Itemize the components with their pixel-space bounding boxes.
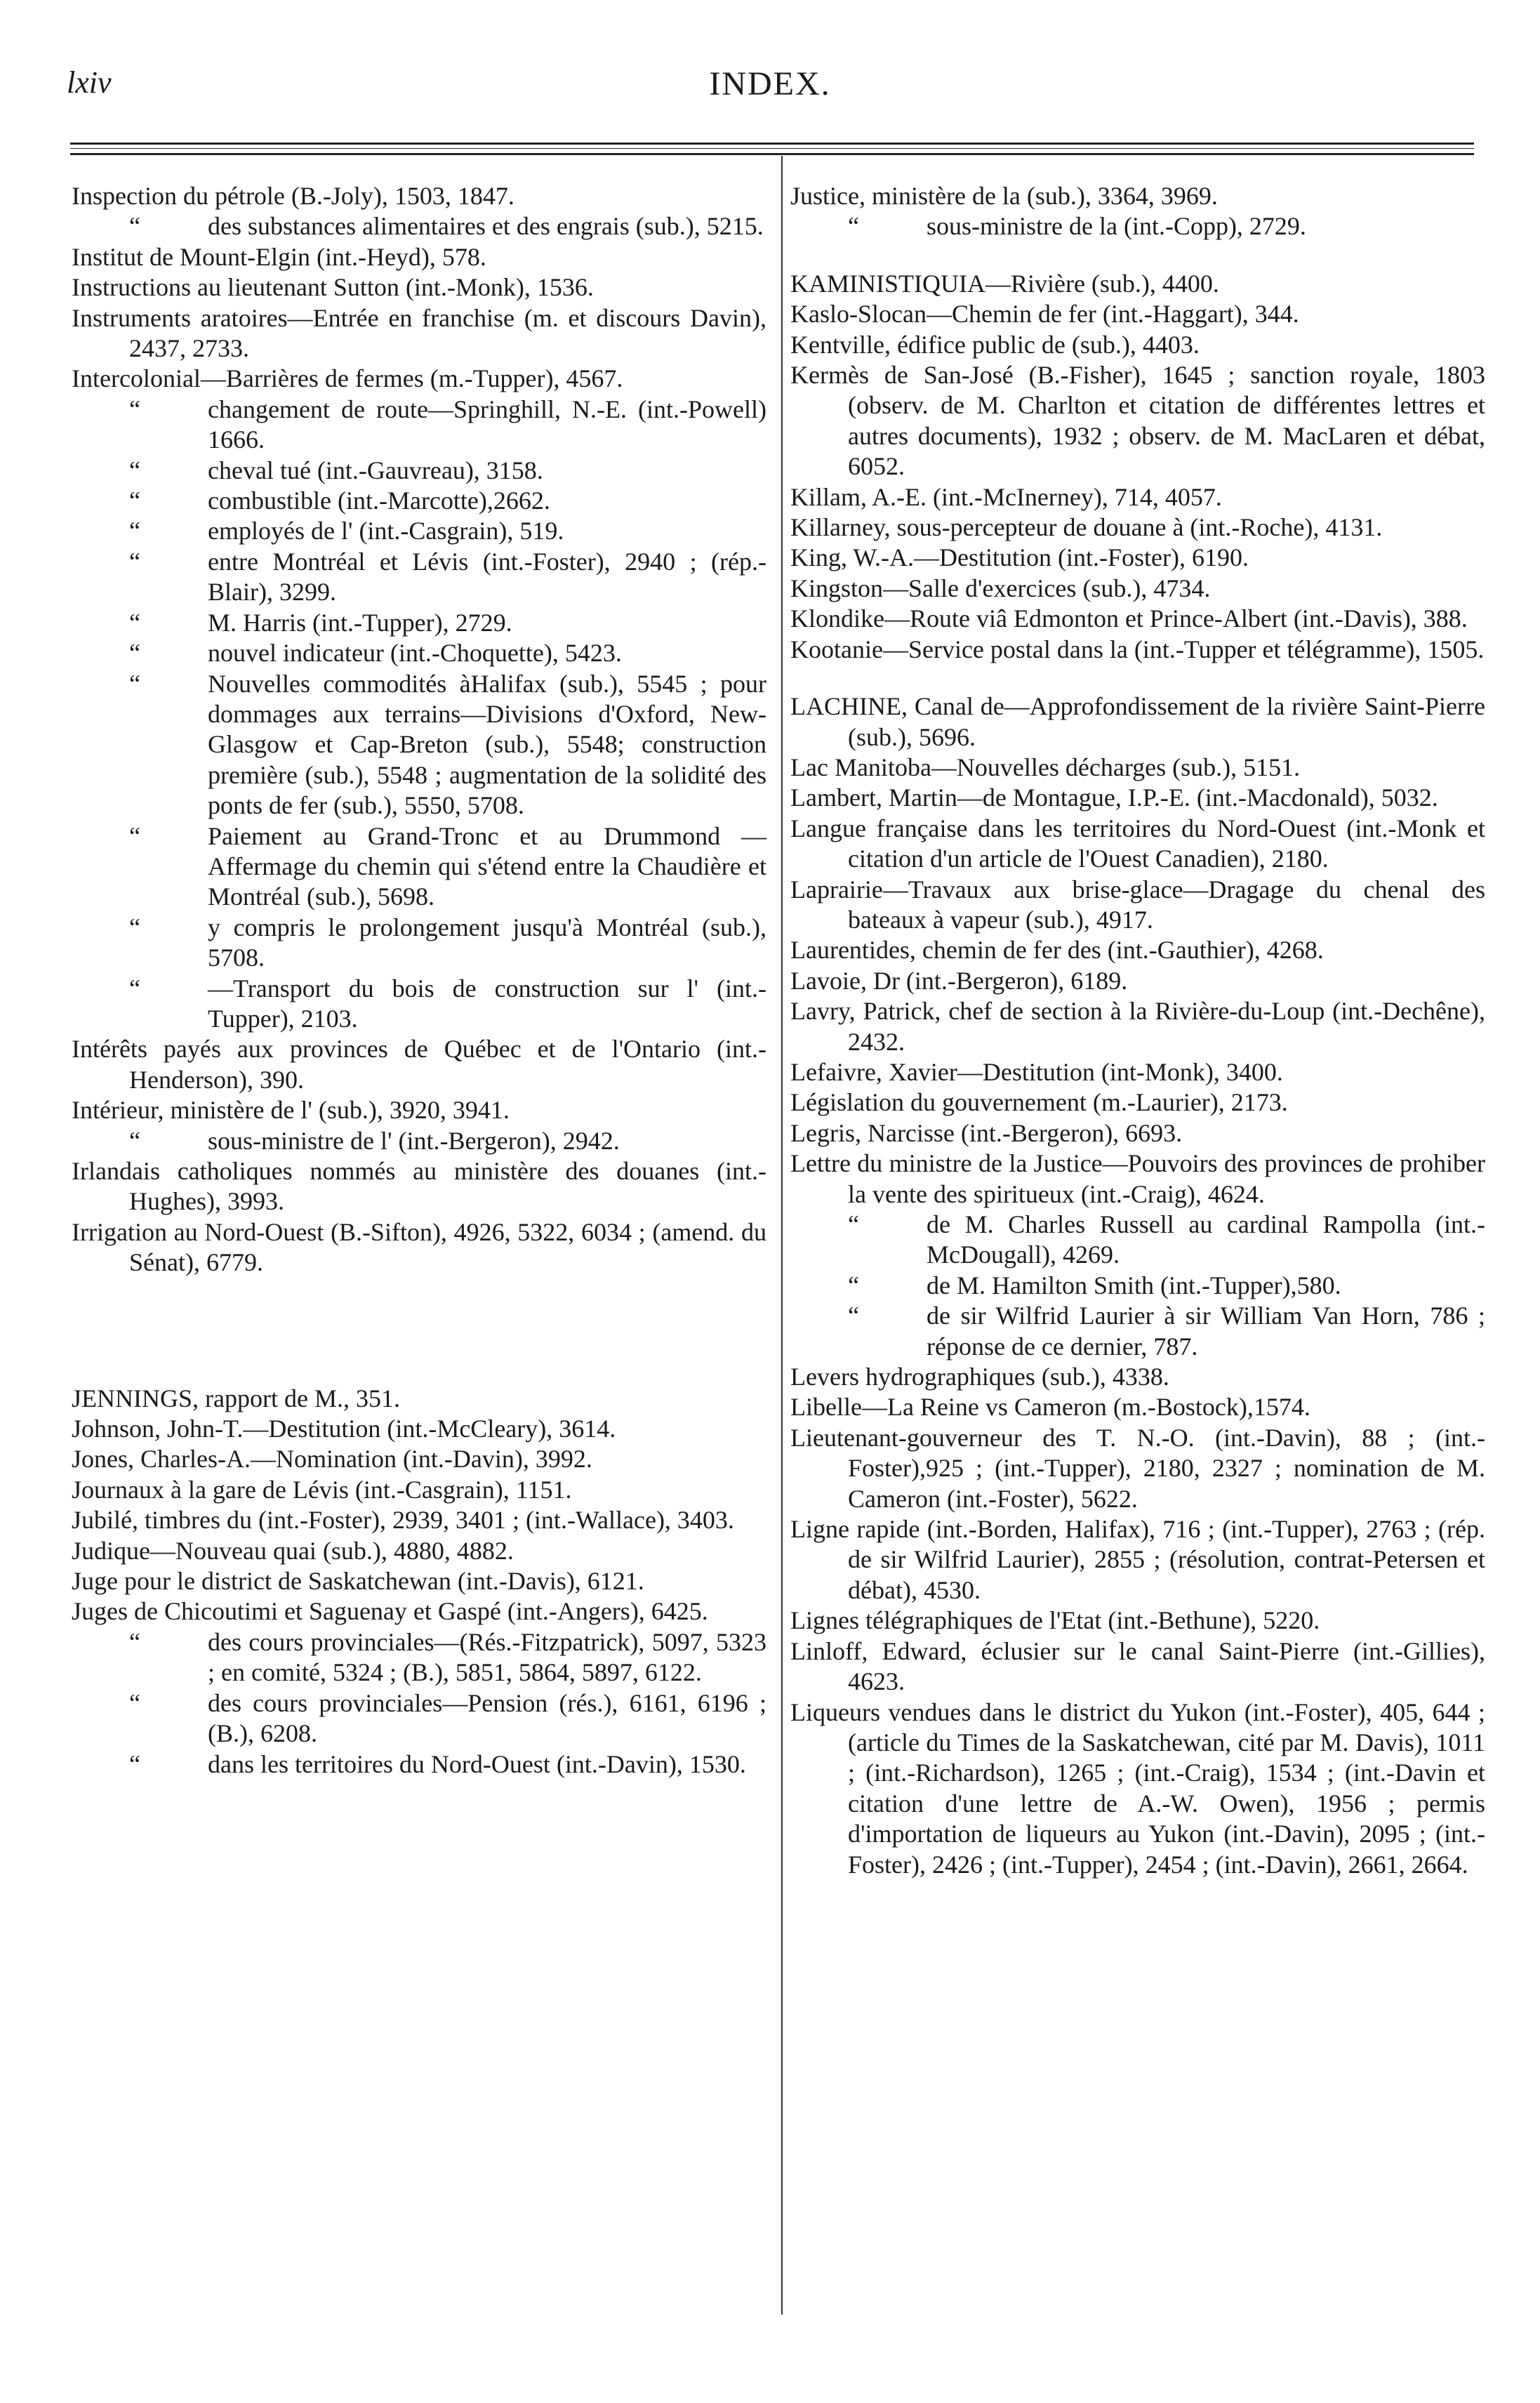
page-number: lxiv xyxy=(67,65,112,100)
index-entry: Lignes télégraphiques de l'Etat (int.-Bethune), 5220. xyxy=(790,1606,1320,1635)
index-subentry xyxy=(72,456,766,486)
index-entry: Législation du gouvernement (m.-Laurier), 2173. xyxy=(790,1088,1288,1117)
index-entry: JENNINGS, rapport de M., 351. xyxy=(72,1384,400,1412)
ditto-mark: “ xyxy=(129,669,140,698)
index-entry: LACHINE, Canal de—Approfondissement de la rivière Saint-Pierre (sub.), 5696. xyxy=(790,692,1485,751)
index-entry: Jones, Charles-A.—Nomination (int.-Davin), 3992. xyxy=(72,1445,592,1474)
index-entry: Libelle—La Reine vs Cameron (m.-Bostock),1574. xyxy=(790,1393,1310,1422)
header-rule xyxy=(70,148,1474,149)
index-entry: Lavoie, Dr (int.-Bergeron), 6189. xyxy=(790,966,1128,995)
index-subentry-text: changement de route—Springhill, N.-E. (int.-Powell) 1666. xyxy=(208,395,766,454)
index-subentry-text: dans les territoires du Nord-Ouest (int.-Davin), 1530. xyxy=(208,1749,746,1778)
ditto-mark: “ xyxy=(129,1126,140,1155)
index-subentry-text: des substances alimentaires et des engrais (sub.), 5215. xyxy=(208,212,764,241)
index-subentry-text: sous-ministre de la (int.-Copp), 2729. xyxy=(927,212,1306,241)
ditto-mark: “ xyxy=(129,1627,140,1656)
index-entry: Jubilé, timbres du (int.-Foster), 2939, 3401 ; (int.-Wallace), 3403. xyxy=(72,1506,734,1535)
index-entry: KAMINISTIQUIA—Rivière (sub.), 4400. xyxy=(790,269,1219,298)
index-entry: Intercolonial—Barrières de fermes (m.-Tupper), 4567. xyxy=(72,364,623,393)
index-entry: Kermès de San-José (B.-Fisher), 1645 ; sanction royale, 1803 (observ. de M. Charlton et citation de différentes lettres et autres documents), 1932 ; observ. de M. MacLaren et débat, 6052. xyxy=(790,361,1485,481)
index-entry: Kingston—Salle d'exercices (sub.), 4734. xyxy=(790,574,1211,602)
index-entry: Judique—Nouveau quai (sub.), 4880, 4882. xyxy=(72,1536,514,1565)
ditto-mark: “ xyxy=(129,1688,140,1717)
index-entry: Institut de Mount-Elgin (int.-Heyd), 578. xyxy=(72,242,486,271)
right-column xyxy=(790,181,1485,1880)
letter-section-gap xyxy=(790,242,1485,269)
index-subentry-text: Nouvelles commodités àHalifax (sub.), 5545 ; pour dommages aux terrains—Divisions d'Oxford, New-Glasgow et Cap-Breton (sub.), 5548; construction première (sub.), 5548 ; augmentation de la solidité des ponts de fer (sub.), 5550, 5708. xyxy=(208,669,766,820)
index-entry: Linloff, Edward, éclusier sur le canal Saint-Pierre (int.-Gillies), 4623. xyxy=(790,1636,1485,1696)
ditto-mark: “ xyxy=(129,974,140,1002)
index-subentry xyxy=(790,1301,1485,1362)
index-entry: Inspection du pétrole (B.-Joly), 1503, 1847. xyxy=(72,182,515,210)
ditto-mark: “ xyxy=(129,456,140,484)
index-entry: Langue française dans les territoires du Nord-Ouest (int.-Monk et citation d'un article de l'Ouest Canadien), 2180. xyxy=(790,814,1485,873)
index-subentry xyxy=(72,1126,766,1156)
index-subentry-text: sous-ministre de l' (int.-Bergeron), 2942. xyxy=(208,1126,620,1155)
index-subentry-text: des cours provinciales—(Rés.-Fitzpatrick), 5097, 5323 ; en comité, 5324 ; (B.), 5851, 5864, 5897, 6122. xyxy=(208,1627,766,1687)
index-subentry xyxy=(72,486,766,516)
letter-section-gap xyxy=(72,1278,766,1384)
index-entry: Laprairie—Travaux aux brise-glace—Dragage du chenal des bateaux à vapeur (sub.), 4917. xyxy=(790,875,1485,934)
ditto-mark: “ xyxy=(848,1210,859,1238)
index-entry: Levers hydrographiques (sub.), 4338. xyxy=(790,1363,1169,1391)
ditto-mark: “ xyxy=(129,1749,140,1778)
index-entry: Laurentides, chemin de fer des (int.-Gauthier), 4268. xyxy=(790,936,1324,965)
ditto-mark: “ xyxy=(129,913,140,941)
index-subentry xyxy=(72,516,766,546)
index-entry: Lambert, Martin—de Montague, I.P.-E. (int.-Macdonald), 5032. xyxy=(790,783,1438,812)
index-entry: Johnson, John-T.—Destitution (int.-McCleary), 3614. xyxy=(72,1415,616,1443)
index-entry: Lefaivre, Xavier—Destitution (int-Monk), 3400. xyxy=(790,1057,1283,1086)
index-subentry-text: y compris le prolongement jusqu'à Montréal (sub.), 5708. xyxy=(208,913,766,972)
ditto-mark: “ xyxy=(129,212,140,241)
index-entry: Lieutenant-gouverneur des T. N.-O. (int.-Davin), 88 ; (int.-Foster),925 ; (int.-Tupper), 2180, 2327 ; nomination de M. Cameron (int.-Foster), 5622. xyxy=(790,1423,1485,1513)
index-subentry xyxy=(72,1627,766,1688)
ditto-mark: “ xyxy=(848,1271,859,1299)
index-subentry xyxy=(72,608,766,638)
header-rule xyxy=(70,153,1474,155)
index-entry: Killarney, sous-percepteur de douane à (int.-Roche), 4131. xyxy=(790,513,1383,542)
index-entry: Lettre du ministre de la Justice—Pouvoirs des provinces de prohiber la vente des spiritueux (int.-Craig), 4624. xyxy=(790,1149,1485,1208)
index-subentry-text: Paiement au Grand-Tronc et au Drummond — Affermage du chemin qui s'étend entre la Chaudière et Montréal (sub.), 5698. xyxy=(208,821,766,911)
ditto-mark: “ xyxy=(129,608,140,637)
index-subentry-text: des cours provinciales—Pension (rés.), 6161, 6196 ; (B.), 6208. xyxy=(208,1688,766,1748)
index-subentry-text: nouvel indicateur (int.-Choquette), 5423. xyxy=(208,639,622,668)
index-subentry-text: entre Montréal et Lévis (int.-Foster), 2940 ; (rép.-Blair), 3299. xyxy=(208,547,766,607)
index-subentry-text: employés de l' (int.-Casgrain), 519. xyxy=(208,517,564,545)
index-subentry xyxy=(72,1749,766,1780)
column-divider xyxy=(781,156,783,2315)
index-subentry xyxy=(790,211,1485,241)
index-entry: Juges de Chicoutimi et Saguenay et Gaspé (int.-Angers), 6425. xyxy=(72,1597,708,1626)
index-subentry-text: de sir Wilfrid Laurier à sir William Van Horn, 786 ; réponse de ce dernier, 787. xyxy=(927,1302,1485,1361)
index-entry: Legris, Narcisse (int.-Bergeron), 6693. xyxy=(790,1118,1183,1147)
index-entry: Kentville, édifice public de (sub.), 4403. xyxy=(790,330,1200,359)
index-entry: Instructions au lieutenant Sutton (int.-Monk), 1536. xyxy=(72,273,594,302)
ditto-mark: “ xyxy=(129,395,140,423)
header-rule xyxy=(70,143,1474,145)
ditto-mark: “ xyxy=(129,821,140,850)
index-entry: Lac Manitoba—Nouvelles décharges (sub.), 5151. xyxy=(790,753,1301,781)
index-entry: King, W.-A.—Destitution (int.-Foster), 6190. xyxy=(790,543,1249,572)
ditto-mark: “ xyxy=(129,517,140,545)
letter-section-gap xyxy=(790,665,1485,691)
index-subentry xyxy=(72,1688,766,1749)
ditto-mark: “ xyxy=(848,1302,859,1330)
index-entry: Juge pour le district de Saskatchewan (int.-Davis), 6121. xyxy=(72,1567,644,1596)
index-subentry xyxy=(72,669,766,821)
left-column xyxy=(72,181,766,1780)
index-entry: Ligne rapide (int.-Borden, Halifax), 716 ; (int.-Tupper), 2763 ; (rép. de sir Wilfrid Laurier), 2855 ; (résolution, contrat-Petersen et débat), 4530. xyxy=(790,1515,1485,1604)
ditto-mark: “ xyxy=(129,639,140,668)
index-entry: Intérêts payés aux provinces de Québec et de l'Ontario (int.-Henderson), 390. xyxy=(72,1035,766,1094)
index-subentry xyxy=(72,638,766,668)
index-entry: Intérieur, ministère de l' (sub.), 3920, 3941. xyxy=(72,1096,510,1125)
index-entry: Journaux à la gare de Lévis (int.-Casgrain), 1151. xyxy=(72,1475,572,1504)
index-subentry xyxy=(72,211,766,241)
index-subentry-text: de M. Hamilton Smith (int.-Tupper),580. xyxy=(927,1271,1341,1299)
index-subentry-text: combustible (int.-Marcotte),2662. xyxy=(208,486,550,515)
ditto-mark: “ xyxy=(129,486,140,515)
ditto-mark: “ xyxy=(848,212,859,241)
index-subentry-text: de M. Charles Russell au cardinal Rampolla (int.-McDougall), 4269. xyxy=(927,1210,1485,1269)
index-entry: Kootanie—Service postal dans la (int.-Tupper et télégramme), 1505. xyxy=(790,635,1485,663)
ditto-mark: “ xyxy=(129,547,140,576)
index-entry: Liqueurs vendues dans le district du Yukon (int.-Foster), 405, 644 ; (article du Times de la Saskatchewan, cité par M. Davis), 1011 ; (int.-Richardson), 1265 ; (int.-Craig), 1534 ; (int.-Davin et citation d'une lettre de A.-W. Owen), 1956 ; permis d'importation de liqueurs au Yukon (int.-Davin), 2095 ; (int.-Foster), 2426 ; (int.-Tupper), 2454 ; (int.-Davin), 2661, 2664. xyxy=(790,1697,1485,1879)
index-subentry xyxy=(72,395,766,456)
index-entry: Irlandais catholiques nommés au ministère des douanes (int.-Hughes), 3993. xyxy=(72,1157,766,1216)
index-subentry xyxy=(72,913,766,974)
index-subentry xyxy=(72,974,766,1035)
index-subentry xyxy=(790,1271,1485,1301)
index-entry: Kaslo-Slocan—Chemin de fer (int.-Haggart), 344. xyxy=(790,300,1299,329)
index-entry: Justice, ministère de la (sub.), 3364, 3969. xyxy=(790,182,1218,210)
index-entry: Klondike—Route viâ Edmonton et Prince-Albert (int.-Davis), 388. xyxy=(790,604,1468,633)
index-entry: Irrigation au Nord-Ouest (B.-Sifton), 4926, 5322, 6034 ; (amend. du Sénat), 6779. xyxy=(72,1217,766,1277)
index-subentry xyxy=(790,1210,1485,1271)
index-entry: Killam, A.-E. (int.-McInerney), 714, 4057. xyxy=(790,482,1222,511)
index-subentry-text: cheval tué (int.-Gauvreau), 3158. xyxy=(208,456,543,484)
index-entry: Instruments aratoires—Entrée en franchise (m. et discours Davin), 2437, 2733. xyxy=(72,303,766,363)
index-subentry xyxy=(72,821,766,913)
index-subentry-text: M. Harris (int.-Tupper), 2729. xyxy=(208,608,512,637)
index-subentry-text: —Transport du bois de construction sur l' (int.-Tupper), 2103. xyxy=(208,974,766,1033)
index-entry: Lavry, Patrick, chef de section à la Rivière-du-Loup (int.-Dechêne), 2432. xyxy=(790,997,1485,1056)
index-subentry xyxy=(72,547,766,608)
page-title: INDEX. xyxy=(709,65,831,102)
